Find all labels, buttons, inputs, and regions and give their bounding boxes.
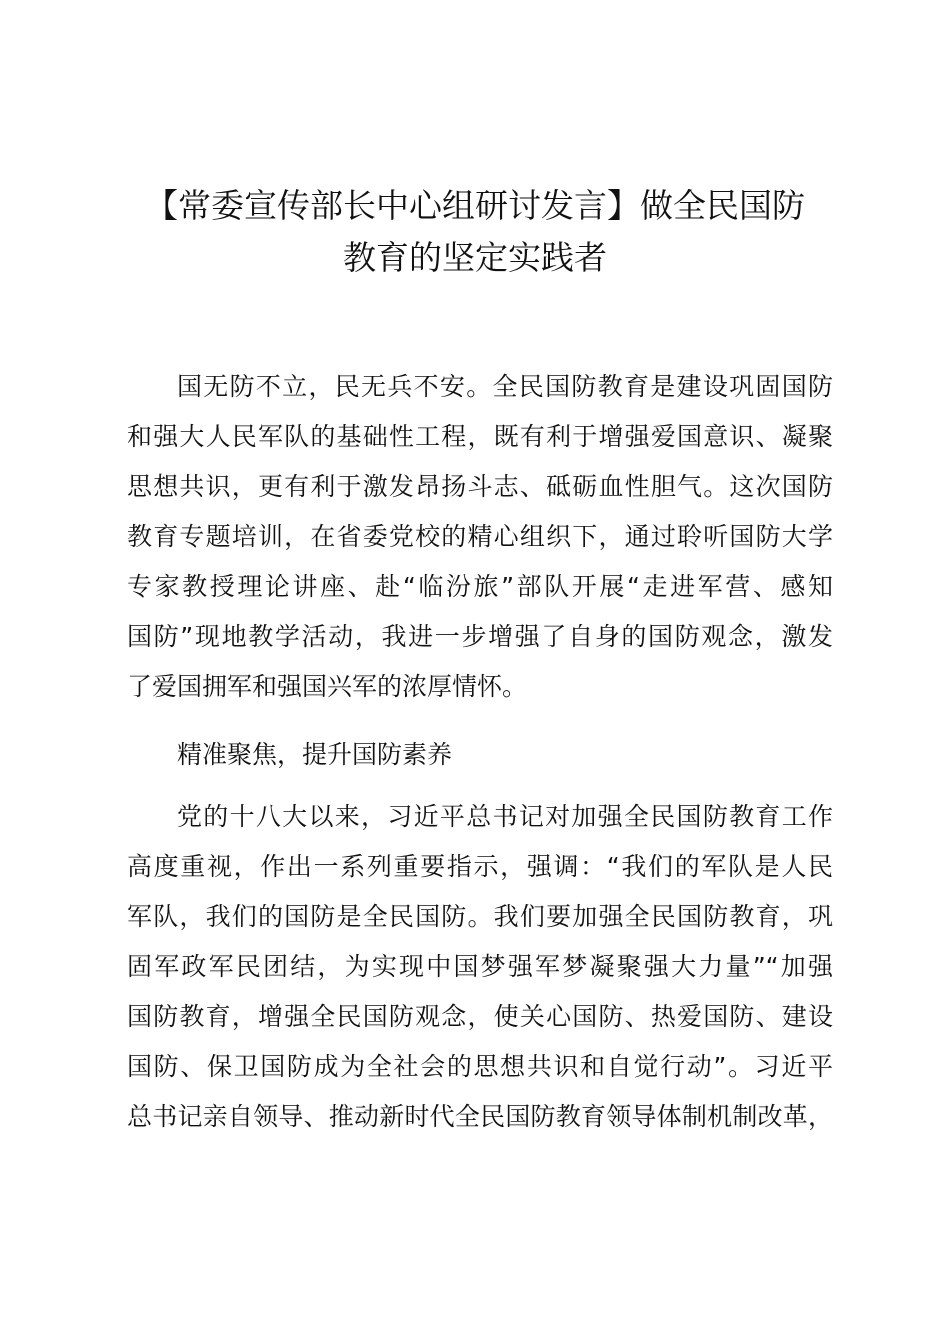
- paragraph-line: 国无防不立，民无兵不安。全民国防教育是建设巩固国防: [177, 372, 833, 401]
- paragraph-line: 国防教育，增强全民国防观念，使关心国防、热爱国防、建设: [127, 1002, 833, 1031]
- paragraph-line: 国防、保卫国防成为全社会的思想共识和自觉行动”。习近平: [127, 1052, 833, 1081]
- title-line: 教育的坚定实践者: [343, 238, 607, 277]
- paragraph-line: 国防”现地教学活动，我进一步增强了自身的国防观念，激发: [127, 622, 833, 651]
- paragraph-line: 专家教授理论讲座、赴“临汾旅”部队开展“走进军营、感知: [127, 572, 833, 601]
- document-title: [100, 180, 850, 284]
- section-heading: 精准聚焦，提升国防素养: [177, 740, 453, 769]
- paragraph-line: 党的十八大以来，习近平总书记对加强全民国防教育工作: [177, 802, 833, 831]
- paragraph-line: 教育专题培训，在省委党校的精心组织下，通过聆听国防大学: [127, 522, 833, 551]
- paragraph-1: [127, 362, 833, 712]
- paragraph-2: [127, 792, 833, 1142]
- paragraph-line: 总书记亲自领导、推动新时代全民国防教育领导体制机制改革，: [127, 1102, 833, 1131]
- paragraph-line: 固军政军民团结，为实现中国梦强军梦凝聚强大力量”“加强: [127, 952, 833, 981]
- paragraph-line: 了爱国拥军和强国兴军的浓厚情怀。: [127, 672, 528, 701]
- title-line: 【常委宣传部长中心组研讨发言】做全民国防: [145, 186, 805, 225]
- paragraph-line: 高度重视，作出一系列重要指示，强调：“我们的军队是人民: [127, 852, 833, 881]
- paragraph-line: 和强大人民军队的基础性工程，既有利于增强爱国意识、凝聚: [127, 422, 833, 451]
- paragraph-line: 思想共识，更有利于激发昂扬斗志、砥砺血性胆气。这次国防: [127, 472, 833, 501]
- paragraph-line: 军队，我们的国防是全民国防。我们要加强全民国防教育，巩: [127, 902, 833, 931]
